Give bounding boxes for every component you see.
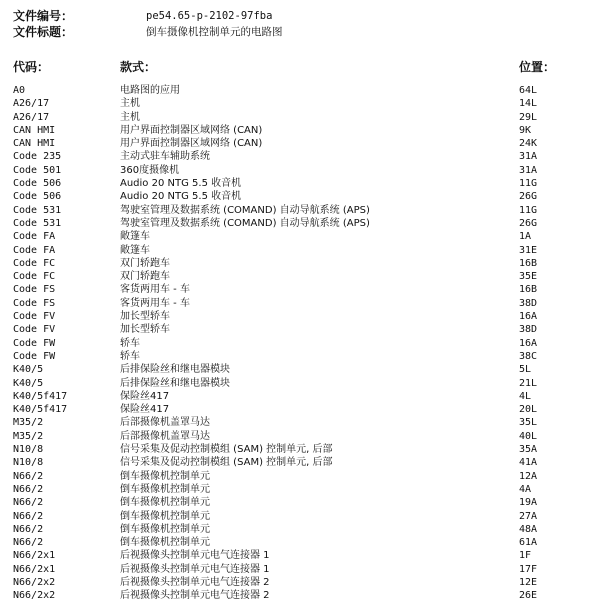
row-description: 后排保险丝和继电器模块 <box>120 364 230 376</box>
row-location: 26G <box>519 191 538 203</box>
row-location: 48A <box>519 523 538 535</box>
table-row <box>0 496 609 509</box>
table-row <box>0 257 609 270</box>
row-location: 64L <box>519 85 538 96</box>
row-description: 倒车摄像机控制单元 <box>120 483 210 495</box>
row-code: Code FA <box>13 244 56 256</box>
row-description: 保险丝417 <box>120 390 170 402</box>
row-description: 后视摄像头控制单元电气连接器 2 <box>120 590 270 602</box>
row-code: N66/2x2 <box>13 590 56 602</box>
row-code: Code FV <box>13 324 56 336</box>
table-row <box>0 523 609 536</box>
row-description: 保险丝417 <box>120 404 170 416</box>
row-description: 倒车摄像机控制单元 <box>120 497 210 509</box>
row-code: Code FS <box>13 297 56 309</box>
row-code: K40/5f417 <box>13 404 68 416</box>
column-header-description: 款式： <box>120 60 157 74</box>
row-description: 后部摄像机盖罩马达 <box>120 417 210 429</box>
row-code: N66/2x1 <box>13 563 56 575</box>
row-description: 后视摄像头控制单元电气连接器 2 <box>120 576 270 588</box>
table-row <box>0 84 609 97</box>
table-row <box>0 124 609 137</box>
doc-number-value: pe54.65-p-2102-97fba <box>146 10 273 22</box>
table-row <box>0 164 609 177</box>
table-row <box>0 137 609 150</box>
row-code: N66/2 <box>13 497 44 509</box>
row-code: CAN HMI <box>13 138 56 150</box>
row-location: 31A <box>519 164 538 176</box>
table-row <box>0 297 609 310</box>
column-header-location: 位置： <box>519 60 556 74</box>
table-row <box>0 350 609 363</box>
table-row <box>0 283 609 296</box>
component-table <box>0 84 609 603</box>
row-description: 倒车摄像机控制单元 <box>120 537 210 549</box>
row-location: 26G <box>519 217 538 229</box>
doc-title-row <box>13 24 603 40</box>
row-location: 35L <box>519 417 538 429</box>
row-location: 17F <box>519 563 538 575</box>
row-description: 用户界面控制器区域网络 (CAN) <box>120 138 263 150</box>
row-description: 轿车 <box>120 350 140 362</box>
row-description: 加长型轿车 <box>120 311 170 323</box>
row-location: 14L <box>519 98 538 110</box>
row-description: 驾驶室管理及数据系统 (COMAND) 自动导航系统 (APS) <box>120 217 370 229</box>
row-description: 倒车摄像机控制单元 <box>120 470 210 482</box>
row-description: 主动式驻车辅助系统 <box>120 151 210 163</box>
table-row <box>0 310 609 323</box>
row-code: K40/5f417 <box>13 390 68 402</box>
row-location: 9K <box>519 124 532 136</box>
row-location: 38C <box>519 350 538 362</box>
row-description: 客货两用车 - 车 <box>120 297 190 309</box>
row-description: 用户界面控制器区域网络 (CAN) <box>120 124 263 136</box>
row-location: 16A <box>519 311 538 323</box>
row-location: 16B <box>519 284 538 296</box>
row-description: 敞篷车 <box>120 231 150 243</box>
row-location: 11G <box>519 178 538 190</box>
row-location: 1A <box>519 231 532 243</box>
table-row <box>0 217 609 230</box>
row-description: 后排保险丝和继电器模块 <box>120 377 230 389</box>
row-description: 主机 <box>120 98 140 110</box>
row-description: 后视摄像头控制单元电气连接器 1 <box>120 550 270 562</box>
row-location: 38D <box>519 324 538 336</box>
row-location: 24K <box>519 138 538 150</box>
row-description: 倒车摄像机控制单元 <box>120 510 210 522</box>
row-location: 5L <box>519 364 532 376</box>
row-location: 35E <box>519 271 538 283</box>
row-location: 40L <box>519 430 538 442</box>
row-location: 38D <box>519 297 538 309</box>
table-row <box>0 403 609 416</box>
row-description: 加长型轿车 <box>120 324 170 336</box>
row-description: 敞篷车 <box>120 244 150 256</box>
row-code: N10/8 <box>13 444 44 456</box>
row-code: N66/2 <box>13 537 44 549</box>
row-description: 信号采集及促动控制模组 (SAM) 控制单元, 后部 <box>120 457 333 469</box>
row-location: 61A <box>519 537 538 549</box>
row-location: 1F <box>519 550 532 562</box>
row-code: N66/2 <box>13 470 44 482</box>
table-row <box>0 563 609 576</box>
doc-number-label: 文件编号： <box>13 9 74 23</box>
document-meta <box>13 8 603 40</box>
row-description: 后部摄像机盖罩马达 <box>120 430 210 442</box>
row-code: Code FA <box>13 231 56 243</box>
row-code: CAN HMI <box>13 124 56 136</box>
doc-number-row <box>13 8 603 24</box>
row-code: N66/2x1 <box>13 550 56 562</box>
row-location: 31A <box>519 151 538 163</box>
table-row <box>0 111 609 124</box>
row-location: 19A <box>519 497 538 509</box>
row-location: 21L <box>519 377 538 389</box>
row-location: 11G <box>519 204 538 216</box>
doc-title-value: 倒车摄像机控制单元的电路图 <box>146 26 283 38</box>
row-location: 31E <box>519 244 538 256</box>
doc-title-label: 文件标题： <box>13 25 74 39</box>
table-row <box>0 363 609 376</box>
table-row <box>0 230 609 243</box>
table-row <box>0 589 609 602</box>
row-location: 12A <box>519 470 538 482</box>
row-location: 16B <box>519 257 538 269</box>
row-code: A26/17 <box>13 111 50 123</box>
row-code: Code 235 <box>13 151 62 163</box>
table-row <box>0 177 609 190</box>
row-location: 12E <box>519 576 538 588</box>
row-description: 驾驶室管理及数据系统 (COMAND) 自动导航系统 (APS) <box>120 204 370 216</box>
row-description: 信号采集及促动控制模组 (SAM) 控制单元, 后部 <box>120 444 333 456</box>
table-row <box>0 416 609 429</box>
row-code: Code FW <box>13 337 56 349</box>
row-code: Code 506 <box>13 178 62 190</box>
row-code: Code 531 <box>13 204 62 216</box>
table-row <box>0 470 609 483</box>
table-row <box>0 536 609 549</box>
table-row <box>0 270 609 283</box>
row-code: N66/2 <box>13 510 44 522</box>
table-row <box>0 430 609 443</box>
table-header <box>0 58 609 76</box>
row-description: Audio 20 NTG 5.5 收音机 <box>120 178 242 190</box>
row-location: 20L <box>519 404 538 416</box>
row-description: 轿车 <box>120 337 140 349</box>
row-location: 4L <box>519 390 532 402</box>
row-code: Code FV <box>13 311 56 323</box>
row-code: A0 <box>13 85 26 96</box>
row-code: Code FS <box>13 284 56 296</box>
row-description: 倒车摄像机控制单元 <box>120 523 210 535</box>
row-description: Audio 20 NTG 5.5 收音机 <box>120 191 242 203</box>
row-description: 后视摄像头控制单元电气连接器 1 <box>120 563 270 575</box>
row-code: N10/8 <box>13 457 44 469</box>
table-row <box>0 576 609 589</box>
row-description: 双门轿跑车 <box>120 257 170 269</box>
table-row <box>0 549 609 562</box>
table-row <box>0 323 609 336</box>
row-location: 35A <box>519 444 538 456</box>
table-row <box>0 244 609 257</box>
row-location: 27A <box>519 510 538 522</box>
row-code: Code FW <box>13 350 56 362</box>
table-row <box>0 377 609 390</box>
row-code: Code 531 <box>13 217 62 229</box>
row-code: Code FC <box>13 271 56 283</box>
table-row <box>0 204 609 217</box>
table-row <box>0 456 609 469</box>
table-row <box>0 390 609 403</box>
row-code: Code FC <box>13 257 56 269</box>
row-description: 主机 <box>120 111 140 123</box>
column-header-code: 代码： <box>13 60 50 74</box>
row-description: 客货两用车 - 车 <box>120 284 190 296</box>
table-row <box>0 443 609 456</box>
row-code: M35/2 <box>13 417 44 429</box>
row-description: 360度摄像机 <box>120 164 180 176</box>
table-row <box>0 510 609 523</box>
row-location: 26E <box>519 590 538 602</box>
row-description: 电路图的应用 <box>120 85 180 96</box>
row-code: Code 506 <box>13 191 62 203</box>
row-code: K40/5 <box>13 377 44 389</box>
row-location: 29L <box>519 111 538 123</box>
row-location: 41A <box>519 457 538 469</box>
row-code: N66/2 <box>13 483 44 495</box>
row-code: M35/2 <box>13 430 44 442</box>
row-location: 16A <box>519 337 538 349</box>
row-code: A26/17 <box>13 98 50 110</box>
row-code: N66/2x2 <box>13 576 56 588</box>
table-row <box>0 337 609 350</box>
table-row <box>0 190 609 203</box>
table-row <box>0 150 609 163</box>
table-row <box>0 483 609 496</box>
row-code: N66/2 <box>13 523 44 535</box>
row-code: K40/5 <box>13 364 44 376</box>
row-location: 4A <box>519 483 532 495</box>
table-row <box>0 97 609 110</box>
row-description: 双门轿跑车 <box>120 271 170 283</box>
row-code: Code 501 <box>13 164 62 176</box>
